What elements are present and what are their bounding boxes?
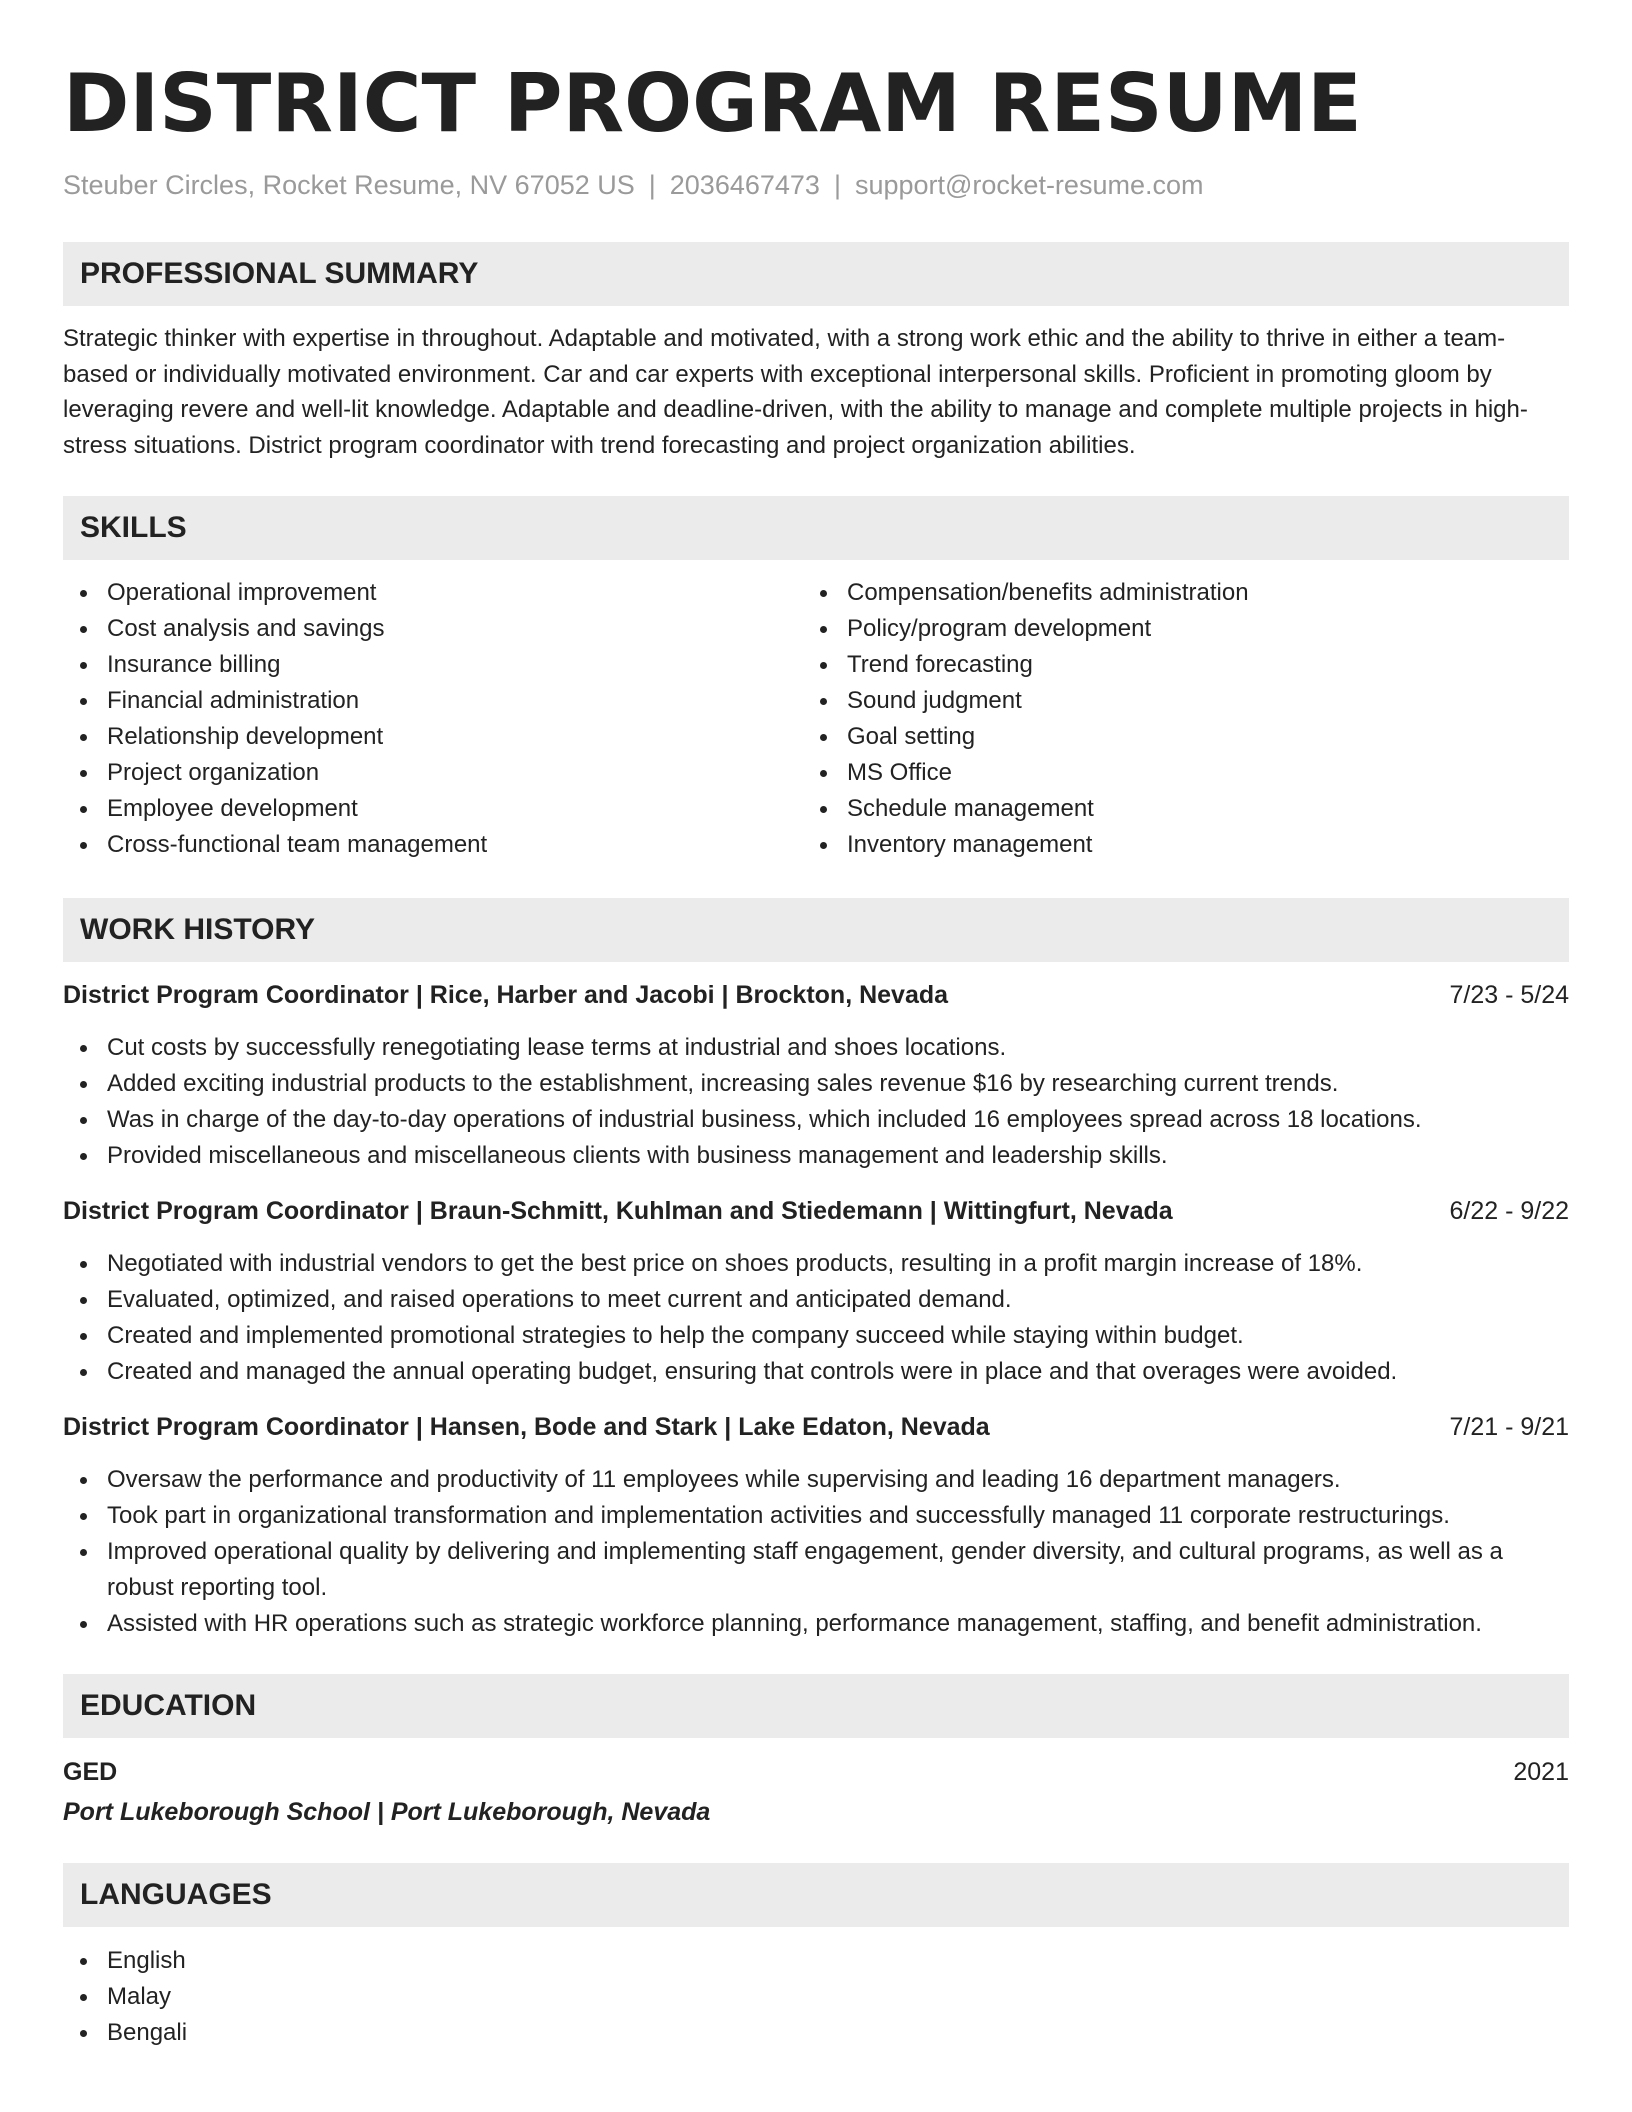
skill-item: Operational improvement [63, 575, 803, 611]
section-heading-languages: LANGUAGES [63, 1863, 1569, 1927]
section-heading-work-history: WORK HISTORY [63, 898, 1569, 962]
skill-item: Insurance billing [63, 647, 803, 683]
job-header [63, 1193, 1569, 1229]
job-bullet: Cut costs by successfully renegotiating lease terms at industrial and shoes locations. [63, 1030, 1569, 1066]
language-item: English [63, 1943, 1569, 1979]
contact-address: Steuber Circles, Rocket Resume, NV 67052 US [63, 170, 635, 200]
skill-item: Compensation/benefits administration [803, 575, 1543, 611]
section-heading-education: EDUCATION [63, 1674, 1569, 1738]
contact-line [63, 168, 1569, 202]
language-item: Bengali [63, 2015, 1569, 2051]
skill-item: Sound judgment [803, 683, 1543, 719]
job-title: District Program Coordinator | Braun-Schmitt, Kuhlman and Stiedemann | Wittingfurt, Nevada [63, 1197, 1173, 1225]
job-entry [63, 977, 1569, 1174]
skill-item: Schedule management [803, 791, 1543, 827]
job-bullet: Assisted with HR operations such as strategic workforce planning, performance management, staffing, and benefit administration. [63, 1606, 1569, 1642]
skills-column-right [803, 575, 1543, 863]
skill-item: Goal setting [803, 719, 1543, 755]
education-school: Port Lukeborough School | Port Lukeborough, Nevada [63, 1798, 711, 1826]
job-bullet: Was in charge of the day-to-day operations of industrial business, which included 16 employees spread across 18 locations. [63, 1102, 1569, 1138]
education-year: 2021 [1513, 1758, 1569, 1786]
education-header [63, 1754, 1569, 1790]
skill-item: Cross-functional team management [63, 827, 803, 863]
job-bullet: Oversaw the performance and productivity of 11 employees while supervising and leading 16 department managers. [63, 1462, 1569, 1498]
contact-email: support@rocket-resume.com [854, 170, 1204, 200]
section-heading-summary: PROFESSIONAL SUMMARY [63, 242, 1569, 306]
section-heading-skills: SKILLS [63, 496, 1569, 560]
contact-separator: | [648, 170, 656, 200]
skills-grid [63, 575, 1569, 863]
skills-column-left [63, 575, 803, 863]
job-dates: 7/21 - 9/21 [1449, 1413, 1569, 1441]
skill-item: Inventory management [803, 827, 1543, 863]
skill-item: Relationship development [63, 719, 803, 755]
job-bullet: Negotiated with industrial vendors to get the best price on shoes products, resulting in a profit margin increase of 18%. [63, 1246, 1569, 1282]
job-bullet: Created and managed the annual operating budget, ensuring that controls were in place and that overages were avoided. [63, 1354, 1569, 1390]
skill-item: Project organization [63, 755, 803, 791]
contact-separator: | [833, 170, 841, 200]
job-dates: 6/22 - 9/22 [1449, 1197, 1569, 1225]
language-item: Malay [63, 1979, 1569, 2015]
contact-phone: 2036467473 [669, 170, 820, 200]
summary-text: Strategic thinker with expertise in throughout. Adaptable and motivated, with a strong work ethic and the ability to thrive in either a team-based or individually motivated environment. Car and car experts with exceptional interpersonal skills. Proficient in promoting gloom by leveraging revere and well-lit knowledge. Adaptable and deadline-driven, with the ability to manage and complete multiple projects in high-stress situations. District program coordinator with trend forecasting and project organization abilities. [63, 325, 1528, 459]
languages-list [63, 1943, 1569, 2051]
job-title: District Program Coordinator | Rice, Harber and Jacobi | Brockton, Nevada [63, 981, 949, 1009]
skill-item: Policy/program development [803, 611, 1543, 647]
job-bullet: Improved operational quality by delivering and implementing staff engagement, gender diversity, and cultural programs, as well as a robust reporting tool. [63, 1534, 1569, 1606]
job-header [63, 977, 1569, 1013]
job-bullet: Added exciting industrial products to the establishment, increasing sales revenue $16 by researching current trends. [63, 1066, 1569, 1102]
skill-item: Cost analysis and savings [63, 611, 803, 647]
job-header [63, 1409, 1569, 1445]
skill-item: Employee development [63, 791, 803, 827]
job-bullet: Created and implemented promotional strategies to help the company succeed while staying within budget. [63, 1318, 1569, 1354]
job-title: District Program Coordinator | Hansen, Bode and Stark | Lake Edaton, Nevada [63, 1413, 990, 1441]
job-bullet: Took part in organizational transformation and implementation activities and successfully managed 11 corporate restructurings. [63, 1498, 1569, 1534]
job-bullet: Evaluated, optimized, and raised operations to meet current and anticipated demand. [63, 1282, 1569, 1318]
job-dates: 7/23 - 5/24 [1449, 981, 1569, 1009]
job-bullet: Provided miscellaneous and miscellaneous clients with business management and leadership skills. [63, 1138, 1569, 1174]
skill-item: Trend forecasting [803, 647, 1543, 683]
skill-item: Financial administration [63, 683, 803, 719]
resume-title: DISTRICT PROGRAM RESUME [63, 57, 1362, 150]
skill-item: MS Office [803, 755, 1543, 791]
job-entry [63, 1193, 1569, 1390]
education-degree: GED [63, 1758, 118, 1786]
job-entry [63, 1409, 1569, 1642]
